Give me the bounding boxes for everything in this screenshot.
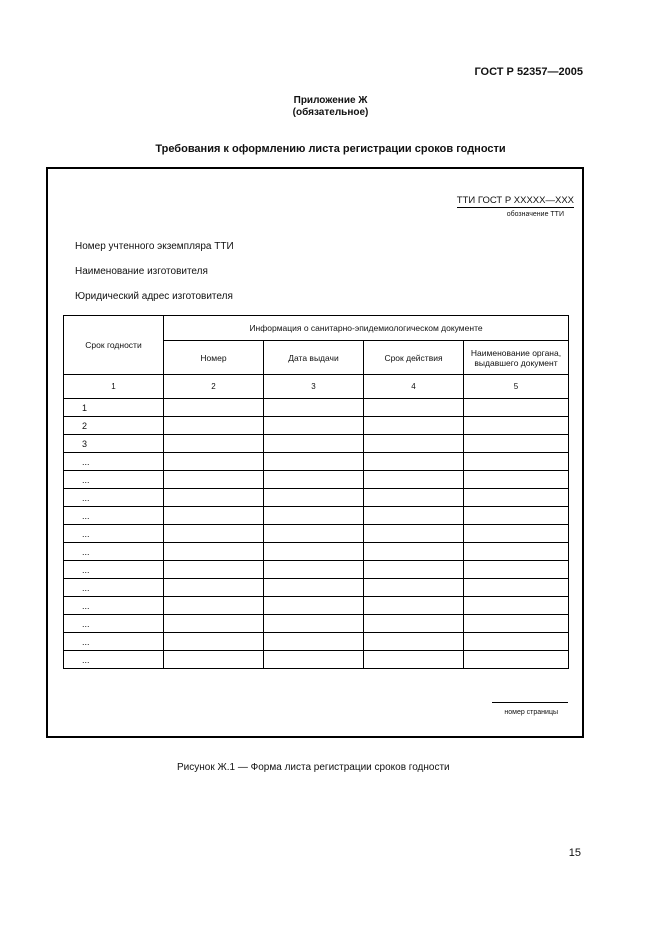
table-cell: [164, 453, 264, 471]
row-label: ...: [64, 525, 164, 543]
form-code: ТТИ ГОСТ Р XXXXX—XXX: [456, 195, 574, 206]
row-label: ...: [64, 597, 164, 615]
table-row: [64, 615, 569, 633]
header-validity: Срок действия: [364, 341, 464, 375]
table-cell: [464, 489, 569, 507]
page-number-line: [492, 702, 568, 703]
table-cell: [464, 651, 569, 669]
table-cell: [264, 417, 364, 435]
table-cell: [464, 435, 569, 453]
appendix-note: (обязательное): [292, 107, 369, 118]
table-cell: [164, 525, 264, 543]
column-number: 2: [164, 375, 264, 399]
form-code-note: обозначение ТТИ: [506, 211, 564, 218]
table-cell: [264, 579, 364, 597]
table-cell: [164, 507, 264, 525]
table-cell: [464, 579, 569, 597]
row-label: 3: [64, 435, 164, 453]
table-cell: [264, 525, 364, 543]
table-cell: [264, 561, 364, 579]
section-heading: Требования к оформлению листа регистрации сроков годности: [155, 143, 506, 155]
table-cell: [264, 615, 364, 633]
table-cell: [464, 417, 569, 435]
header-issuer: Наименование органа, выдавшего документ: [464, 341, 569, 375]
row-label: ...: [64, 471, 164, 489]
row-label: 2: [64, 417, 164, 435]
table-cell: [264, 651, 364, 669]
table-body: [64, 399, 569, 669]
table-row: [64, 453, 569, 471]
column-number: 3: [264, 375, 364, 399]
row-label: ...: [64, 651, 164, 669]
page-number-label: номер страницы: [504, 709, 558, 716]
table-row: [64, 651, 569, 669]
table-row: [64, 489, 569, 507]
table-cell: [364, 489, 464, 507]
field-copy-number: Номер учтенного экземпляра ТТИ: [75, 241, 234, 252]
table-cell: [164, 579, 264, 597]
row-label: ...: [64, 615, 164, 633]
table-cell: [464, 543, 569, 561]
table-cell: [364, 471, 464, 489]
table-cell: [164, 435, 264, 453]
figure-caption: Рисунок Ж.1 — Форма листа регистрации сроков годности: [177, 762, 450, 773]
row-label: ...: [64, 633, 164, 651]
row-label: ...: [64, 579, 164, 597]
row-label: 1: [64, 399, 164, 417]
table-row: [64, 597, 569, 615]
row-label: ...: [64, 453, 164, 471]
table-cell: [264, 471, 364, 489]
table-cell: [164, 633, 264, 651]
header-document-info: Информация о санитарно-эпидемиологическом документе: [164, 316, 569, 341]
table-cell: [264, 453, 364, 471]
table-cell: [364, 507, 464, 525]
table-cell: [164, 489, 264, 507]
table-cell: [164, 561, 264, 579]
column-number: 4: [364, 375, 464, 399]
row-label: ...: [64, 489, 164, 507]
table-cell: [264, 489, 364, 507]
row-label: ...: [64, 507, 164, 525]
table-cell: [264, 543, 364, 561]
table-cell: [464, 471, 569, 489]
row-label: ...: [64, 543, 164, 561]
table-cell: [264, 507, 364, 525]
appendix-title: Приложение Ж: [293, 95, 368, 106]
table-cell: [364, 435, 464, 453]
table-cell: [164, 597, 264, 615]
header-number: Номер: [164, 341, 264, 375]
table-cell: [364, 525, 464, 543]
field-manufacturer-name: Наименование изготовителя: [75, 266, 208, 277]
table-row: [64, 525, 569, 543]
table-cell: [164, 651, 264, 669]
table-cell: [464, 525, 569, 543]
header-shelf-life: Срок годности: [64, 316, 164, 375]
table-cell: [364, 615, 464, 633]
table-cell: [364, 579, 464, 597]
table-cell: [364, 651, 464, 669]
table-cell: [164, 399, 264, 417]
table-cell: [364, 417, 464, 435]
table-cell: [364, 633, 464, 651]
form-frame: [46, 167, 584, 738]
table-cell: [464, 633, 569, 651]
table-cell: [264, 399, 364, 417]
table-cell: [464, 453, 569, 471]
table-row: [64, 417, 569, 435]
form-code-block: [457, 195, 574, 218]
column-number: 5: [464, 375, 569, 399]
table-cell: [164, 615, 264, 633]
table-row: [64, 471, 569, 489]
table-cell: [364, 399, 464, 417]
table-cell: [364, 543, 464, 561]
table-row: [64, 399, 569, 417]
table-cell: [264, 633, 364, 651]
column-number: 1: [64, 375, 164, 399]
table-row: [64, 435, 569, 453]
table-cell: [364, 561, 464, 579]
table-cell: [464, 399, 569, 417]
table-cell: [464, 615, 569, 633]
table-cell: [164, 417, 264, 435]
page-number: 15: [568, 847, 581, 859]
field-manufacturer-address: Юридический адрес изготовителя: [75, 291, 233, 302]
table-cell: [464, 507, 569, 525]
table-cell: [364, 597, 464, 615]
table-cell: [264, 597, 364, 615]
table-row: [64, 543, 569, 561]
table-row: [64, 579, 569, 597]
table-cell: [264, 435, 364, 453]
table-row: [64, 561, 569, 579]
table-cell: [364, 453, 464, 471]
column-numbers-row: [64, 375, 569, 399]
header-issue-date: Дата выдачи: [264, 341, 364, 375]
table-cell: [164, 543, 264, 561]
standard-header: ГОСТ Р 52357—2005: [474, 66, 583, 78]
table-cell: [464, 597, 569, 615]
table-row: [64, 507, 569, 525]
appendix-title-block: [0, 95, 661, 119]
table-cell: [464, 561, 569, 579]
table-row: [64, 633, 569, 651]
row-label: ...: [64, 561, 164, 579]
registration-table: [63, 315, 569, 669]
table-cell: [164, 471, 264, 489]
